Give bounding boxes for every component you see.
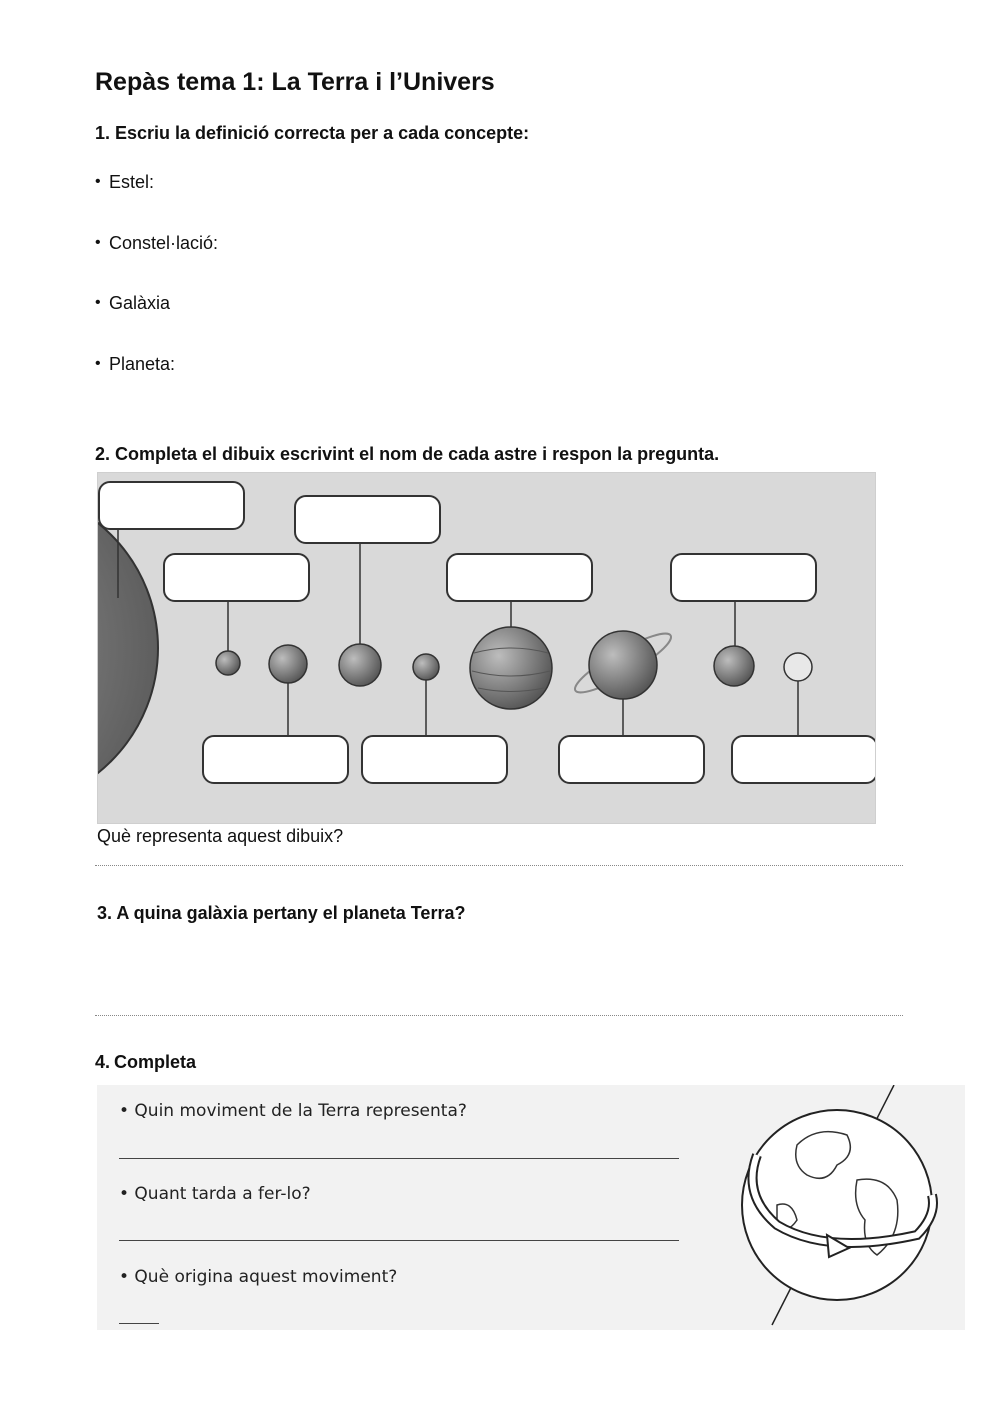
mercury-shape <box>216 651 240 675</box>
sun-shape <box>98 488 158 808</box>
term-label: Constel·lació: <box>109 233 219 253</box>
question-1-heading: 1. Escriu la definició correcta per a cada concepte: <box>95 123 530 143</box>
answer-line[interactable] <box>119 1158 679 1159</box>
label-box-neptune[interactable] <box>731 735 876 784</box>
term-item-estel <box>95 172 154 193</box>
question-2-prompt: Què representa aquest dibuix? <box>97 826 344 846</box>
label-box-uranus[interactable] <box>670 553 817 602</box>
question-item: • Quant tarda a fer-lo? <box>119 1184 311 1204</box>
jupiter-shape <box>470 627 552 709</box>
venus-shape <box>269 645 307 683</box>
earth-globe-illustration <box>737 1085 965 1330</box>
page-title: Repàs tema 1: La Terra i l’Univers <box>95 68 495 96</box>
label-box-saturn[interactable] <box>558 735 705 784</box>
term-label: Planeta: <box>109 354 176 374</box>
globe-shape <box>742 1110 932 1300</box>
question-item: • Què origina aquest moviment? <box>119 1267 398 1287</box>
question-number: 4. <box>95 1052 111 1072</box>
label-box-mars[interactable] <box>361 735 508 784</box>
answer-line[interactable] <box>95 1015 903 1016</box>
bullet-icon: • <box>95 355 101 372</box>
bullet-icon: • <box>95 234 101 251</box>
label-box-jupiter[interactable] <box>446 553 593 602</box>
label-box-sun[interactable] <box>98 481 245 530</box>
label-box-venus[interactable] <box>202 735 349 784</box>
bullet-icon: • <box>95 294 101 311</box>
solar-system-diagram <box>97 472 876 824</box>
label-box-top-2[interactable] <box>294 495 441 544</box>
answer-line[interactable] <box>95 865 903 866</box>
question-4-heading <box>95 1052 196 1073</box>
saturn-shape <box>589 631 657 699</box>
term-label: Galàxia <box>109 293 171 313</box>
label-box-mercury[interactable] <box>163 553 310 602</box>
term-item-galaxia <box>95 293 170 314</box>
question-2-heading: 2. Completa el dibuix escrivint el nom de cada astre i respon la pregunta. <box>95 444 720 464</box>
earth-shape <box>339 644 381 686</box>
question-item: • Quin moviment de la Terra representa? <box>119 1101 467 1121</box>
answer-line[interactable] <box>119 1323 159 1324</box>
bullet-icon: • <box>95 173 101 190</box>
earth-rotation-exercise <box>97 1085 965 1330</box>
question-label: Completa <box>114 1052 197 1072</box>
answer-line[interactable] <box>119 1240 679 1241</box>
term-item-planeta <box>95 354 175 375</box>
question-3-heading: 3. A quina galàxia pertany el planeta Terra? <box>97 903 466 923</box>
term-label: Estel: <box>109 172 155 192</box>
neptune-shape <box>784 653 812 681</box>
term-item-constellacio <box>95 233 218 254</box>
uranus-shape <box>714 646 754 686</box>
mars-shape <box>413 654 439 680</box>
